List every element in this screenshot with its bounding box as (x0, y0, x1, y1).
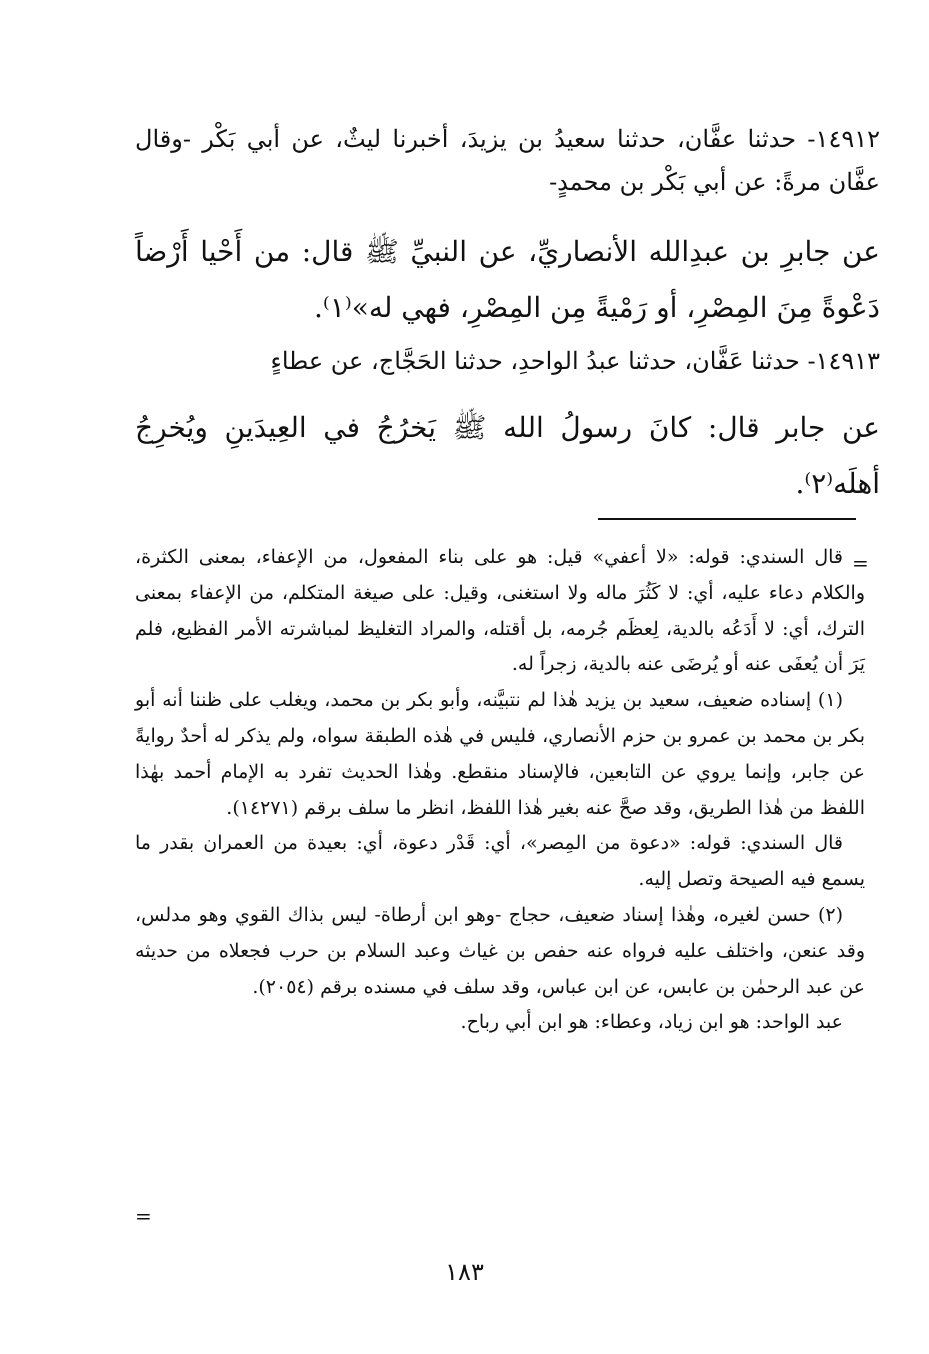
footnote-2: (٢) حسن لغيره، وهٰذا إسناد ضعيف، حجاج -وهو ابن أرطاة- ليس بذاك القوي وهو مدلس، وقد عنعن، واختلف عليه فرواه عنه حفص بن غياث وعبد السلام بن حرب فجعلاه من حديثه عن عبد الرحمٰن بن عابس، عن ابن عباس، وقد سلف في مسنده برقم (٢٠٥٤). (135, 903, 865, 998)
footnote-1-sindi: قال السندي: قوله: «دعوة من المِصر»، أي: قَدْر دعوة، أي: بعيدة من العمران بقدر ما يسمع فيه الصيحة وتصل إليه. (135, 832, 865, 891)
footnote-continuation: قال السندي: قوله: «لا أعفي» قيل: هو على بناء المفعول، من الإعفاء، بمعنى الكثرة، والكلام دعاء عليه، أي: لا كَثُرَ ماله ولا استغنى، وقيل: على صيغة المتكلم، من الإعفاء بمعنى الترك، أي: لا أَدَعُه بالدية، لِعظَم جُرمه، بل أقتله، والمراد التغليظ لمباشرته الأمر الفظيع، فلم يَرَ أن يُعفَى عنه أو يُرضَى عنه بالدية، زجراً له. (135, 546, 865, 676)
hadith-14912-matn: عن جابرِ بن عبدِالله الأنصاريِّ، عن النبيِّ ﷺ قال: من أَحْيا أَرْضاً دَعْوةً مِنَ المِصْرِ، أو رَمْيةً مِن المِصْرِ، فهي له»⁽١⁾. (135, 235, 880, 324)
footnote-2-rijal: عبد الواحد: هو ابن زياد، وعطاء: هو ابن أبي رباح. (460, 1011, 843, 1034)
continuation-mark-top: = (852, 551, 869, 575)
footnote-separator-rule (598, 518, 856, 520)
page-number: ١٨٣ (445, 1258, 484, 1286)
hadith-14912-isnad: ١٤٩١٢- حدثنا عفَّان، حدثنا سعيدُ بن يزيدَ، أخبرنا ليثٌ، عن أبي بَكْر -وقال عفَّان مرةً: عن أبي بَكْر بن محمدٍ- (135, 125, 880, 196)
hadith-14913-matn: عن جابر قال: كانَ رسولُ الله ﷺ يَخرُجُ في العِيدَينِ ويُخرِجُ أهلَه⁽٢⁾. (135, 411, 880, 500)
footnotes-block (135, 540, 865, 1041)
continuation-mark-bottom: = (135, 1204, 152, 1228)
hadith-14913-isnad: ١٤٩١٣- حدثنا عَفَّان، حدثنا عبدُ الواحدِ، حدثنا الحَجَّاج، عن عطاءٍ (270, 347, 880, 375)
footnote-1: (١) إسناده ضعيف، سعيد بن يزيد هٰذا لم نتبيَّنه، وأبو بكر بن محمد، ويغلب على ظننا أنه أبو بكر بن محمد بن عمرو بن حزم الأنصاري، فليس في هٰذه الطبقة سواه، ولم يذكر له أحدٌ روايةً عن جابر، وإنما يروي عن التابعين، فالإسناد منقطع. وهٰذا الحديث تفرد به الإمام أحمد بهٰذا اللفظ من هٰذا الطريق، وقد صحَّ عنه بغير هٰذا اللفظ، انظر ما سلف برقم (١٤٢٧١). (135, 689, 865, 819)
